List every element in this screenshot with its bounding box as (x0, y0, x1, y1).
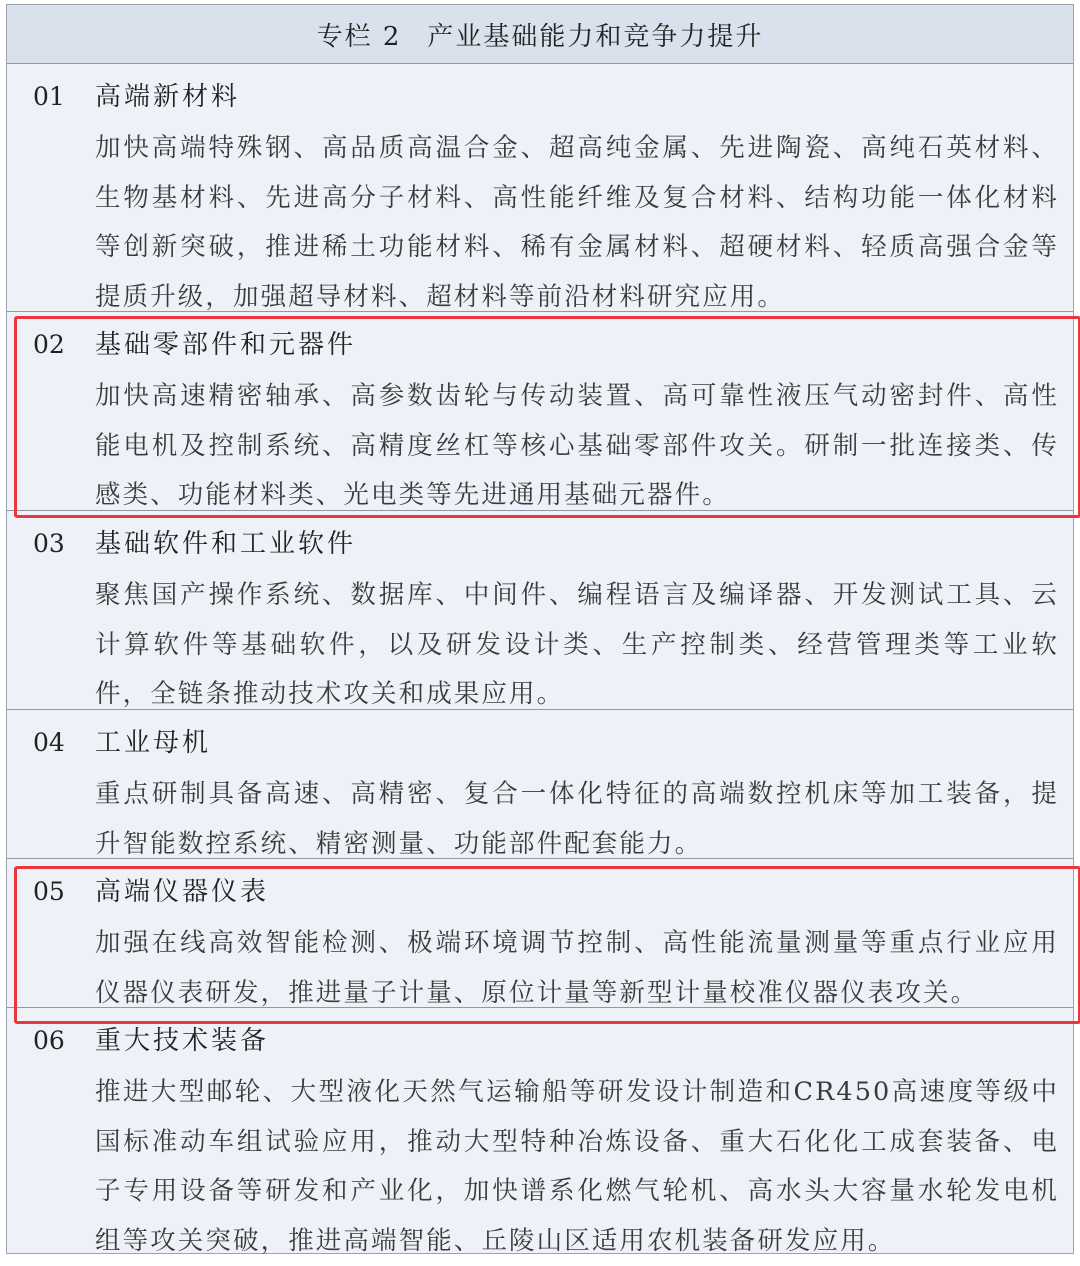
section-number: 06 (33, 1026, 65, 1055)
section-title: 基础零部件和元器件 (95, 330, 357, 360)
section-body: 推进大型邮轮、大型液化天然气运输船等研发设计制造和CR450高速度等级中国标准动车组试验应用，推动大型特种冶炼设备、重大石化化工成套装备、电子专用设备等研发和产业化，加快谱系化燃气轮机、高水头大容量水轮发电机组等攻关突破，推进高端智能、丘陵山区适用农机装备研发应用。 (95, 1077, 1059, 1256)
column-panel (6, 4, 1074, 1254)
section-title: 高端新材料 (95, 82, 241, 112)
column-tag: 专栏 2 (316, 21, 402, 52)
section-advanced-materials (7, 64, 1073, 312)
section-basic-industrial-software (7, 511, 1073, 710)
section-body: 重点研制具备高速、高精密、复合一体化特征的高端数控机床等加工装备，提升智能数控系统、精密测量、功能部件配套能力。 (95, 779, 1059, 859)
section-number: 04 (33, 728, 65, 757)
column-title: 产业基础能力和竞争力提升 (427, 21, 764, 52)
section-body: 加强在线高效智能检测、极端环境调节控制、高性能流量测量等重点行业应用仪器仪表研发，推进量子计量、原位计量等新型计量校准仪器仪表攻关。 (95, 928, 1059, 1008)
column-header (7, 5, 1073, 64)
section-basic-components (7, 312, 1073, 511)
section-body: 加快高速精密轴承、高参数齿轮与传动装置、高可靠性液压气动密封件、高性能电机及控制系统、高精度丝杠等核心基础零部件攻关。研制一批连接类、传感类、功能材料类、光电类等先进通用基础元器件。 (95, 381, 1059, 510)
section-title: 重大技术装备 (95, 1026, 270, 1056)
section-machine-tools (7, 710, 1073, 859)
section-number: 01 (33, 82, 65, 111)
section-number: 02 (33, 330, 65, 359)
section-title: 基础软件和工业软件 (95, 529, 357, 559)
section-body: 加快高端特殊钢、高品质高温合金、超高纯金属、先进陶瓷、高纯石英材料、生物基材料、先进高分子材料、高性能纤维及复合材料、结构功能一体化材料等创新突破，推进稀土功能材料、稀有金属材料、超硬材料、轻质高强合金等提质升级，加强超导材料、超材料等前沿材料研究应用。 (95, 133, 1059, 312)
section-major-equipment (7, 1008, 1073, 1254)
section-title: 高端仪器仪表 (95, 877, 270, 907)
section-body: 聚焦国产操作系统、数据库、中间件、编程语言及编译器、开发测试工具、云计算软件等基础软件，以及研发设计类、生产控制类、经营管理类等工业软件，全链条推动技术攻关和成果应用。 (95, 580, 1059, 709)
section-number: 03 (33, 529, 65, 558)
section-instruments (7, 859, 1073, 1008)
section-title: 工业母机 (95, 728, 212, 758)
section-number: 05 (33, 877, 65, 906)
